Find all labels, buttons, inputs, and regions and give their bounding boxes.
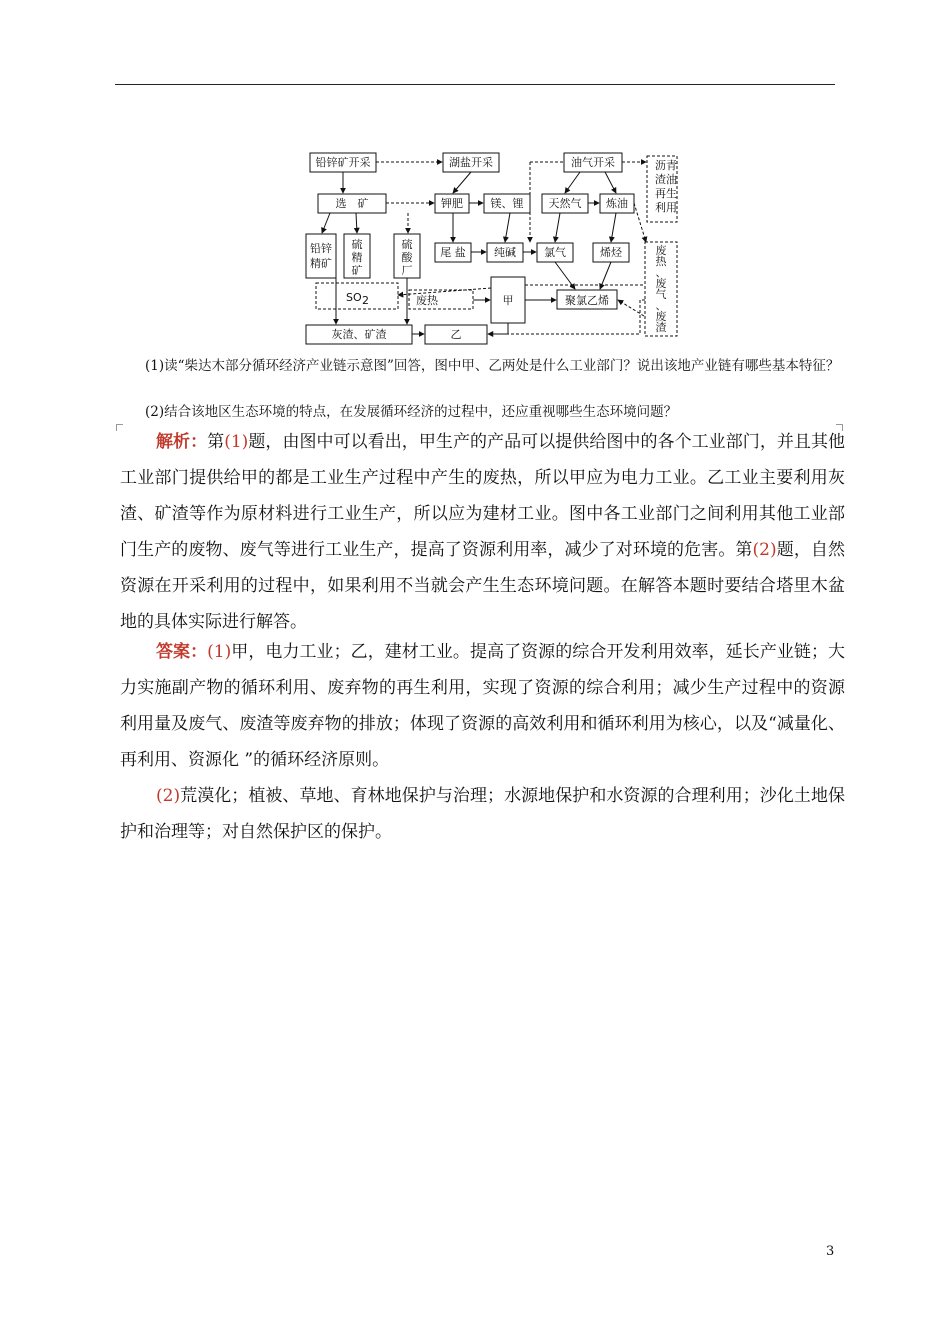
node-concentrate-l1: 铅锌 bbox=[310, 242, 332, 255]
analysis-pre: 第 bbox=[207, 432, 225, 452]
question-1: (1)读“柴达木部分循环经济产业链示意图”回答，图中甲、乙两处是什么工业部门？说出该地产业链有哪些基本特征？ bbox=[145, 358, 840, 374]
node-natural-gas: 天然气 bbox=[548, 197, 582, 210]
analysis-text1: 题，由图中可以看出，甲生产的产品可以提供给图中的各个工业部门，并且其他工业部门提供给甲的都是工业生产过程中产生的废热，所以甲应为电力工业。乙工业主要利用灰渣、矿渣等作为原材料进行工业生产，所以应为建材工业。图中各工业部门之间利用其他工业部门生产的废物、废气等进行工业生产，提高了资源利用率，减少了对环境的危害。第 bbox=[120, 432, 846, 560]
header-rule bbox=[115, 84, 835, 85]
node-sulfur-l3: 矿 bbox=[351, 264, 363, 277]
svg-text:、: 、 bbox=[655, 299, 667, 312]
node-sulfur-l2: 精 bbox=[351, 251, 363, 264]
svg-text:渣: 渣 bbox=[655, 173, 666, 186]
answer-label: 答案： bbox=[156, 642, 208, 662]
analysis-num1: (1) bbox=[224, 432, 249, 452]
node-jia: 甲 bbox=[502, 294, 514, 307]
node-ash-slag: 灰渣、矿渣 bbox=[331, 328, 387, 341]
svg-text:废: 废 bbox=[655, 244, 667, 257]
node-lead-zinc-mining: 铅锌矿开采 bbox=[315, 156, 371, 169]
node-salt-lake-mining: 湖盐开采 bbox=[449, 156, 493, 169]
svg-text:气: 气 bbox=[655, 288, 667, 301]
node-oil-gas-mining: 油气开采 bbox=[571, 156, 615, 169]
svg-text:废: 废 bbox=[655, 277, 667, 290]
node-acid-l1: 硫 bbox=[401, 238, 413, 251]
node-acid-l3: 厂 bbox=[401, 264, 413, 277]
svg-text:废: 废 bbox=[655, 310, 667, 323]
node-potash: 钾肥 bbox=[441, 197, 463, 210]
node-waste-heat: 废热 bbox=[416, 294, 438, 307]
svg-text:渣: 渣 bbox=[655, 321, 667, 334]
node-so2-sub: 2 bbox=[362, 294, 369, 307]
answer-text1: 甲，电力工业；乙，建材工业。提高了资源的综合开发利用效率，延长产业链；大力实施副产物的循环利用、废弃物的再生利用，实现了资源的综合利用；减少生产过程中的资源利用量及废气、废渣等废弃物的排放；体现了资源的高效利用和循环利用为核心，以及“减量化、再利用、资源化 ”的循环经济原则。 bbox=[120, 642, 846, 770]
node-refining: 炼油 bbox=[606, 197, 628, 210]
answer-paragraph-1 bbox=[120, 634, 845, 778]
node-ore-dressing: 选 矿 bbox=[335, 197, 369, 210]
circular-economy-diagram bbox=[300, 150, 682, 350]
question-2: (2)结合该地区生态环境的特点，在发展循环经济的过程中，还应重视哪些生态环境问题？ bbox=[145, 404, 678, 420]
answer-num1: (1) bbox=[207, 642, 232, 662]
svg-text:用: 用 bbox=[666, 201, 677, 214]
node-waste bbox=[656, 244, 668, 334]
answer-paragraph-2 bbox=[120, 778, 845, 850]
node-pvc: 聚氯乙烯 bbox=[565, 294, 609, 307]
node-tail-salt: 尾 盐 bbox=[440, 246, 466, 259]
svg-text:生: 生 bbox=[666, 187, 677, 200]
node-olefin: 烯烃 bbox=[600, 246, 622, 259]
node-concentrate-l2: 精矿 bbox=[310, 257, 332, 270]
analysis-num2: (2) bbox=[752, 540, 777, 560]
node-acid-l2: 酸 bbox=[401, 251, 413, 264]
analysis-text2: 题，自然资源在开采利用的过程中，如果利用不当就会产生生态环境问题。在解答本题时要结合塔里木盆地的具体实际进行解答。 bbox=[120, 540, 846, 632]
diagram-svg bbox=[300, 150, 682, 350]
page-number: 3 bbox=[826, 1244, 835, 1259]
svg-text:利: 利 bbox=[655, 201, 666, 214]
analysis-label: 解析： bbox=[156, 432, 208, 452]
svg-text:油: 油 bbox=[666, 173, 677, 186]
svg-text:热: 热 bbox=[655, 255, 667, 268]
svg-text:青: 青 bbox=[666, 159, 677, 172]
node-yi: 乙 bbox=[450, 328, 462, 341]
answer-text2: 荒漠化；植被、草地、育林地保护与治理；水源地保护和水资源的合理利用；沙化土地保护和治理等；对自然保护区的保护。 bbox=[120, 786, 845, 842]
analysis-paragraph bbox=[120, 424, 845, 640]
node-sulfur-l1: 硫 bbox=[351, 238, 363, 251]
node-asphalt-reuse bbox=[655, 158, 677, 214]
node-so2: SO bbox=[346, 291, 362, 304]
svg-text:再: 再 bbox=[655, 187, 666, 200]
answer-num2: (2) bbox=[156, 786, 181, 806]
svg-text:沥: 沥 bbox=[655, 159, 666, 172]
svg-text:、: 、 bbox=[655, 266, 667, 279]
node-soda: 纯碱 bbox=[494, 246, 516, 259]
node-mg-li: 镁、锂 bbox=[490, 197, 524, 210]
node-chlorine: 氯气 bbox=[544, 246, 566, 259]
